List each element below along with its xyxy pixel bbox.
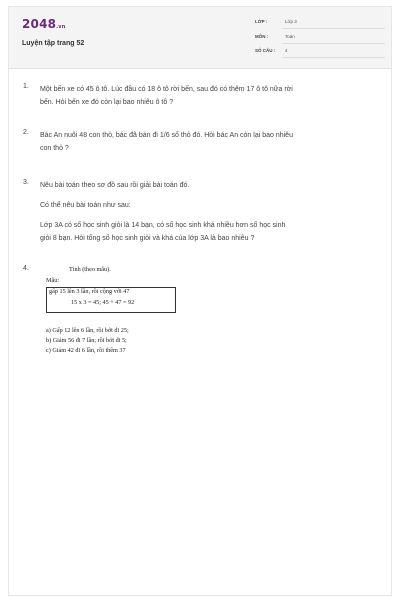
- meta-count-label: SỐ CÂU :: [255, 48, 276, 53]
- meta-class-label: LỚP :: [255, 19, 268, 24]
- sample-line: 15 x 3 = 45; 45 + 47 = 92: [71, 299, 135, 306]
- meta-class-value: Lớp 3: [285, 19, 297, 24]
- meta-count: [255, 48, 385, 58]
- question-heading: Tính (theo mẫu).: [69, 266, 111, 273]
- logo: [22, 17, 66, 31]
- question-number: 1.: [23, 83, 29, 90]
- sample-label: Mẫu:: [46, 277, 60, 284]
- logo-text: 2048: [22, 17, 57, 31]
- meta-subject-value: Toán: [285, 34, 295, 39]
- question-text: Có thể nêu bài toán như sau:: [40, 202, 131, 209]
- question-number: 2.: [23, 129, 29, 136]
- question-text: bến. Hỏi bến xe đó còn lại bao nhiêu ô tô ?: [40, 99, 174, 106]
- meta-count-underline: [283, 57, 385, 58]
- question-text: Lớp 3A có số học sinh giỏi là 14 bạn, có số học sinh khá nhiều hơn số học sinh: [40, 222, 286, 229]
- page-title: Luyện tập trang 52: [22, 40, 85, 47]
- question-number: 4.: [23, 265, 29, 272]
- meta-subject-underline: [283, 43, 385, 44]
- exercise-item: c) Giảm 42 đi 6 lần, rồi thêm 37: [46, 347, 126, 354]
- question-number: 3.: [23, 179, 29, 186]
- question-text: con thỏ ?: [40, 145, 69, 152]
- meta-subject-label: MÔN :: [255, 34, 269, 39]
- meta-class-underline: [283, 28, 385, 29]
- question-text: Nêu bài toán theo sơ đồ sau rồi giải bài toán đó.: [40, 182, 190, 189]
- logo-suffix: .vn: [56, 24, 66, 30]
- sample-line: gấp 15 lên 3 lần, rồi cộng với 47: [49, 288, 130, 295]
- meta-class: [255, 19, 385, 29]
- question-text: Bác An nuôi 48 con thỏ, bác đã bán đi 1/6 số thỏ đó. Hỏi bác An còn lại bao nhiêu: [40, 132, 293, 139]
- meta-subject: [255, 34, 385, 44]
- meta-count-value: 4: [285, 48, 288, 53]
- worksheet: [8, 6, 392, 596]
- question-text: giỏi 8 bạn. Hỏi tổng số học sinh giỏi và khá của lớp 3A là bao nhiêu ?: [40, 235, 255, 242]
- exercise-item: a) Gấp 12 lên 6 lần, rồi bớt đi 25;: [46, 327, 129, 334]
- question-text: Một bến xe có 45 ô tô. Lúc đầu có 18 ô tô rời bến, sau đó có thêm 17 ô tô nữa rời: [40, 86, 293, 93]
- exercise-item: b) Giảm 56 đi 7 lần; rồi bớt đi 5;: [46, 337, 127, 344]
- worksheet-header: [9, 7, 391, 69]
